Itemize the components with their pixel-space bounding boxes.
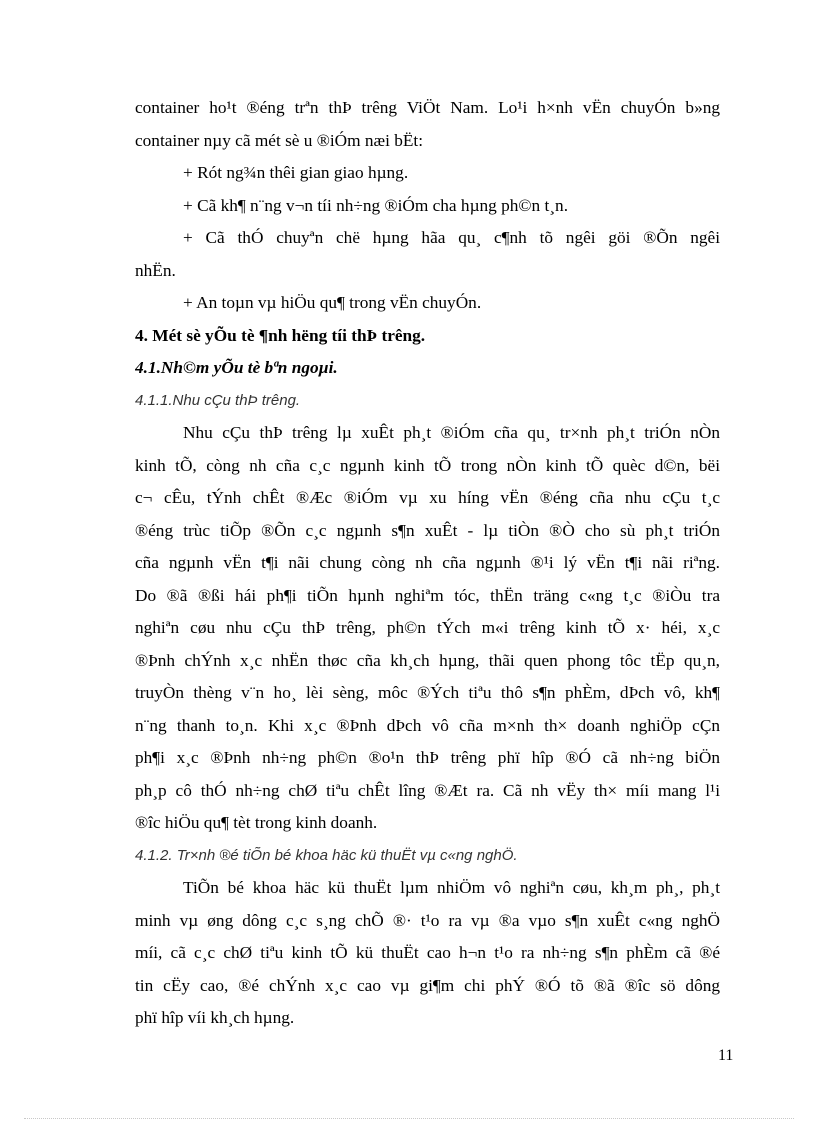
text-line: container nµy cã mét sè u ®iÓm næi bËt:: [135, 130, 424, 150]
text-line: Nhu cÇu thÞ trêng lµ xuÊt ph¸t ®iÓm cña qu¸ tr×nh ph¸t triÓn nÒn: [183, 423, 720, 442]
text-line: ph¸p cô thÓ nh÷ng chØ tiªu chÊt lîng ®Æt ra. Cã nh vËy th× míi mang l¹i: [135, 780, 720, 800]
subsection-heading: 4.1.Nh©m yÕu tè bªn ngoµi.: [135, 358, 338, 377]
text-line: minh vµ øng dông c¸c s¸ng chÕ ®· t¹o ra vµ ®a vµo s¶n xuÊt c«ng nghÖ: [135, 910, 720, 930]
text-line: ®éng trùc tiÕp ®Õn c¸c ngµnh s¶n xuÊt - lµ tiÒn ®Ò cho sù ph¸t triÓn: [135, 520, 720, 540]
section-heading: 4. Mét sè yÕu tè ¶nh hëng tíi thÞ trêng.: [135, 325, 426, 345]
bullet-line: + Cã thÓ chuyªn chë hµng hãa qu¸ c¶nh tõ ngêi göi ®Õn ngêi: [183, 228, 720, 247]
text-line: container ho¹t ®éng trªn thÞ trêng ViÖt Nam. Lo¹i h×nh vËn chuyÓn b»ng: [135, 98, 720, 117]
text-line: cña ngµnh vËn t¶i nãi chung còng nh cña ngµnh ®¹i lý vËn t¶i nãi riªng.: [135, 553, 720, 572]
text-line: Do ®ã ®ßi hái ph¶i tiÕn hµnh nghiªm tóc, thËn träng c«ng t¸c ®iÒu tra: [135, 585, 720, 605]
text-line: n¨ng thanh to¸n. Khi x¸c ®Þnh dÞch vô cña m×nh th× doanh nghiÖp cÇn: [135, 715, 720, 735]
bullet-line: + Rót ng¾n thêi gian giao hµng.: [183, 163, 409, 182]
text-line: tin cËy cao, ®é chÝnh x¸c cao vµ gi¶m chi phÝ ®Ó tõ ®ã ®îc sö dông: [135, 975, 720, 995]
text-line: míi, cã c¸c chØ tiªu kinh tÕ kü thuËt cao h¬n t¹o ra nh÷ng s¶n phÈm cã ®é: [135, 943, 720, 962]
text-line: c¬ cÊu, tÝnh chÊt ®Æc ®iÓm vµ xu híng vËn ®éng cña nhu cÇu t¸c: [135, 488, 720, 507]
page-bottom-border: [24, 1118, 794, 1119]
sub-subsection-heading: 4.1.1.Nhu cÇu thÞ trêng.: [135, 391, 301, 409]
text-line: nhËn.: [135, 260, 176, 280]
text-line: ph¶i x¸c ®Þnh nh÷ng ph©n ®o¹n thÞ trêng phï hîp ®Ó cã nh÷ng biÖn: [135, 748, 720, 767]
text-line: TiÕn bé khoa häc kü thuËt lµm nhiÖm vô nghiªn cøu, kh¸m ph¸, ph¸t: [183, 878, 720, 897]
text-line: truyÒn thèng v¨n ho¸ lèi sèng, môc ®Ých tiªu thô s¶n phÈm, dÞch vô, kh¶: [135, 683, 720, 702]
text-line: phï hîp víi kh¸ch hµng.: [135, 1008, 295, 1027]
text-line: ®Þnh chÝnh x¸c nhËn thøc cña kh¸ch hµng, thãi quen phong tôc tËp qu¸n,: [135, 650, 720, 670]
text-line: nghiªn cøu nhu cÇu thÞ trêng, ph©n tÝch m«i trêng kinh tÕ x· héi, x¸c: [135, 618, 720, 637]
bullet-line: + Cã kh¶ n¨ng v¬n tíi nh÷ng ®iÓm cha hµng ph©n t¸n.: [183, 195, 569, 215]
bullet-line: + An toµn vµ hiÖu qu¶ trong vËn chuyÓn.: [183, 293, 482, 312]
page-number: 11: [718, 1047, 734, 1064]
text-line: ®îc hiÖu qu¶ tèt trong kinh doanh.: [135, 813, 378, 832]
body-text: [135, 92, 720, 1035]
sub-subsection-heading: 4.1.2. Tr×nh ®é tiÕn bé khoa häc kü thuËt vµ c«ng nghÖ.: [135, 846, 518, 864]
text-line: kinh tÕ, còng nh cña c¸c ngµnh kinh tÕ trong nÒn kinh tÕ quèc d©n, bëi: [135, 455, 720, 475]
